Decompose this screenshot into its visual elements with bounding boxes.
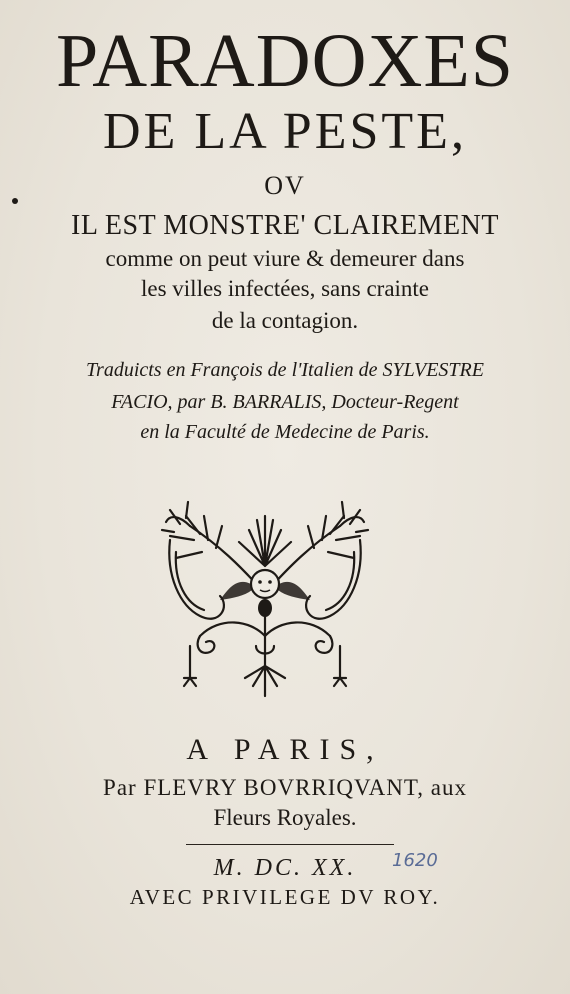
translation-line-3: en la Faculté de Medecine de Paris. (140, 421, 430, 443)
imprint-year: M. DC. XX. (213, 855, 357, 881)
title-line-paradoxes: PARADOXES (55, 19, 515, 103)
title-line-de-la-peste: DE LA PESTE, (103, 103, 467, 160)
divider-rule (186, 844, 394, 845)
subtitle-line-1: IL EST MONSTRE' CLAIREMENT (71, 210, 499, 241)
translation-line-2: FACIO, par B. BARRALIS, Docteur-Regent (111, 391, 459, 413)
title-line-ov: OV (264, 171, 306, 200)
subtitle-line-4: de la contagion. (211, 308, 359, 333)
ink-speck (12, 198, 18, 204)
subtitle-line-2: comme on peut viure & demeurer dans (105, 246, 465, 271)
translation-line-1: Traduicts en François de l'Italien de SYLVESTRE (86, 359, 484, 381)
subtitle-line-3: les villes infectées, sans crainte (140, 276, 430, 301)
imprint-city: A PARIS, (186, 733, 384, 766)
imprint-publisher-line-2: Fleurs Royales. (213, 805, 357, 830)
handwritten-year-note: 1620 (392, 850, 438, 871)
imprint-publisher-line-1: Par FLEVRY BOVRRIQVANT, aux (103, 775, 467, 800)
imprint-privilege: AVEC PRIVILEGE DV ROY. (129, 885, 441, 909)
printers-device-cherub-ornament-icon (160, 496, 370, 706)
